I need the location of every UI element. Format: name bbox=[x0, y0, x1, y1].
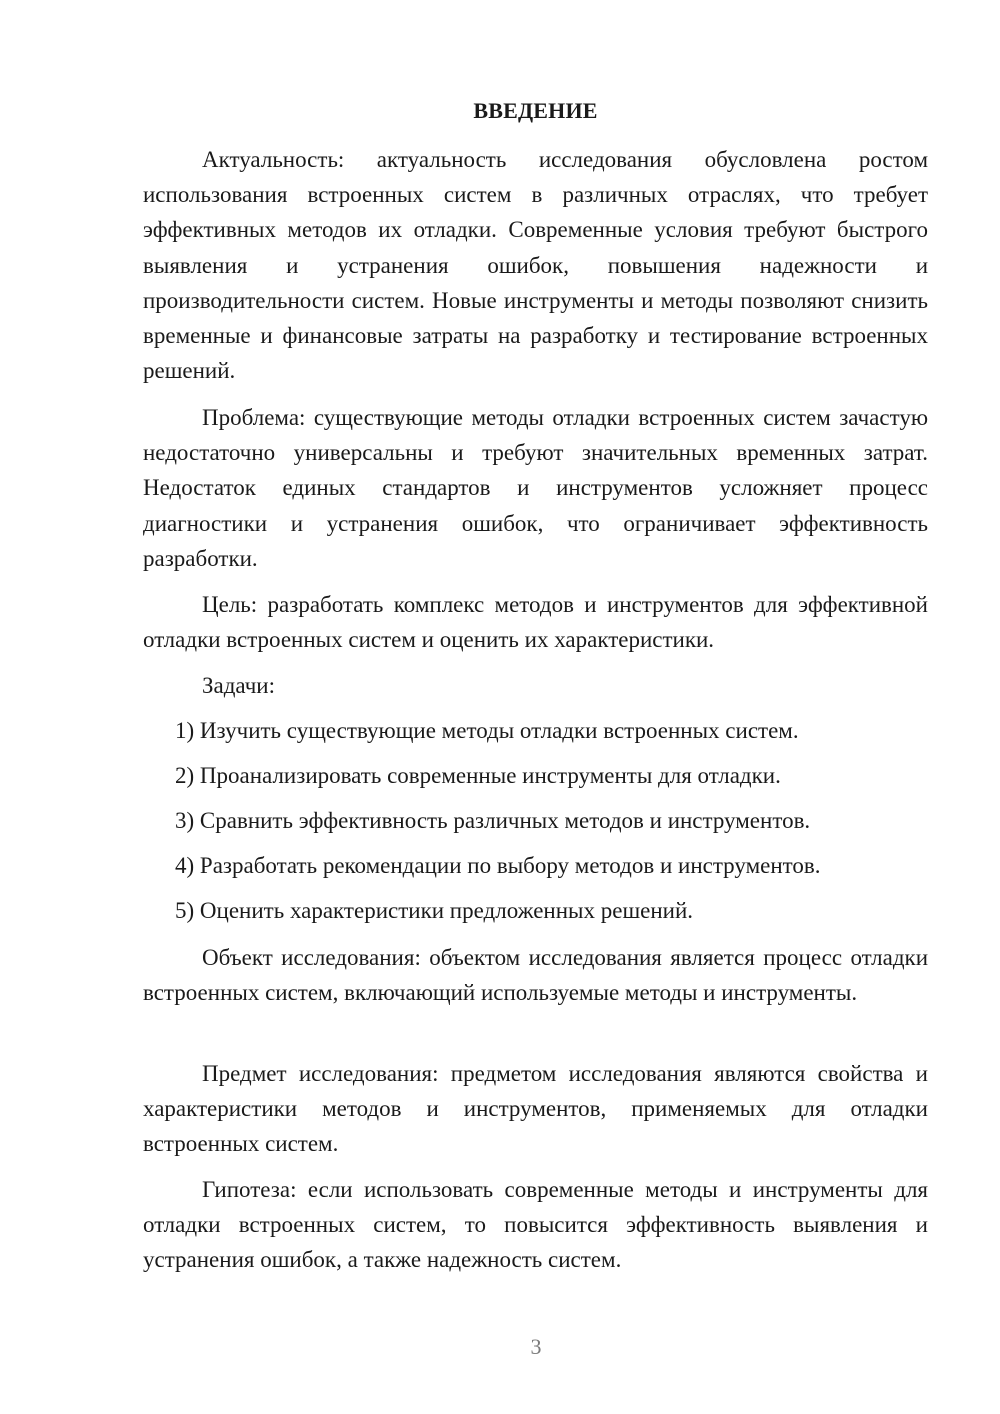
paragraph-goal: Цель: разработать комплекс методов и инструментов для эффективной отладки встроенных систем и оценить их характеристики. bbox=[143, 592, 928, 653]
list-item: 2) Проанализировать современные инструменты для отладки. bbox=[175, 763, 781, 788]
paragraph-object: Объект исследования: объектом исследования является процесс отладки встроенных систем, включающий используемые методы и инструменты. bbox=[143, 945, 928, 1006]
page-title: ВВЕДЕНИЕ bbox=[473, 98, 598, 123]
paragraph-problem: Проблема: существующие методы отладки встроенных систем зачастую недостаточно универсальны и требуют значительных временных затрат. Недостаток единых стандартов и инструментов усложняет процесс диагностики и устранения ошибок, что ограничивает эффективность разработки. bbox=[143, 405, 928, 571]
list-item: 4) Разработать рекомендации по выбору методов и инструментов. bbox=[175, 853, 821, 878]
list-item: 5) Оценить характеристики предложенных решений. bbox=[175, 898, 694, 923]
list-item: 3) Сравнить эффективность различных методов и инструментов. bbox=[175, 808, 811, 833]
paragraph-hypothesis: Гипотеза: если использовать современные методы и инструменты для отладки встроенных систем, то повысится эффективность выявления и устранения ошибок, а также надежность систем. bbox=[143, 1177, 928, 1273]
tasks-label: Задачи: bbox=[202, 673, 275, 698]
paragraph-subject: Предмет исследования: предметом исследования являются свойства и характеристики методов и инструментов, применяемых для отладки встроенных систем. bbox=[143, 1061, 928, 1157]
list-item: 1) Изучить существующие методы отладки встроенных систем. bbox=[175, 718, 799, 743]
page-number: 3 bbox=[530, 1334, 542, 1359]
paragraph-relevance: Актуальность: актуальность исследования обусловлена ростом использования встроенных систем в различных отраслях, что требует эффективных методов их отладки. Современные условия требуют быстрого выявления и устранения ошибок, повышения надежности и производительности систем. Новые инструменты и методы позволяют снизить временные и финансовые затраты на разработку и тестирование встроенных решений. bbox=[143, 147, 928, 384]
